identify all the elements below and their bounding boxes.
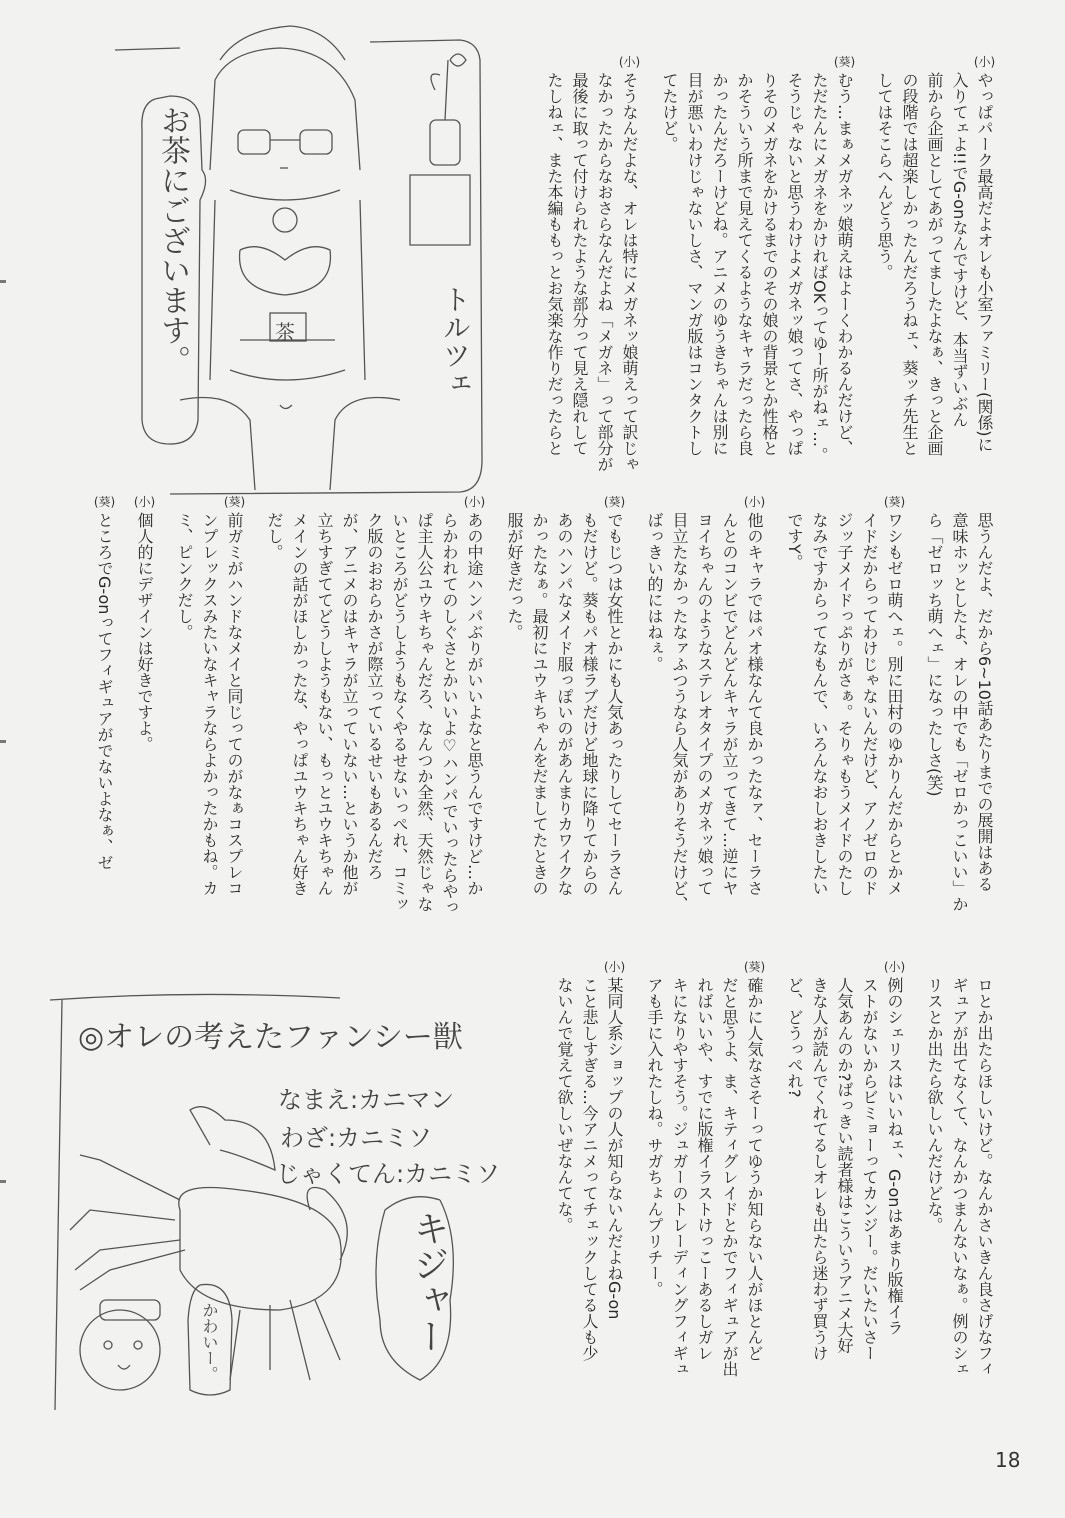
beast-skill-line: わざ:カニミソ — [280, 1124, 433, 1152]
text-column: こと悲しすぎる…今アニメってチェックしてる人も少 — [580, 977, 599, 1361]
text-column: 服が好きだった。 — [505, 512, 524, 640]
text-column: 個人的にデザインは好きですよ。 — [135, 512, 154, 752]
text-column: 目が悪いわけじゃないしさ、マンガ版はコンタクトし — [685, 72, 704, 456]
speaker-label: (葵) — [743, 960, 766, 974]
speaker-label: (葵) — [833, 55, 856, 69]
text-column: キになりやすそう。ジュガーのトレーディングフィギュ — [670, 977, 689, 1377]
text-column: ジッ子メイドっぷりがさぁ。そりゃもうメイドのたし — [835, 512, 854, 896]
text-column: が、アニメのはキャラが立っていない…というか他が — [340, 512, 359, 896]
text-column: だし。 — [265, 512, 284, 560]
text-column: 例のシェリスはいいねェ、G-onはあまり版権イラ — [885, 977, 904, 1336]
text-column: ぱ主人公ユウキちゃんだろ、なんつか全然、天然じゃな — [415, 512, 434, 912]
speech-bubble-text: かわいー。 — [200, 1302, 219, 1382]
beast-name-line: なまえ:カニマン — [278, 1086, 455, 1114]
text-column: だと思うよ、ま、キティグレイドとかでフィギュアが出 — [720, 977, 739, 1377]
dialogue-block — [132, 495, 157, 752]
text-column: ないんで覚えて欲しいぜなんてな。 — [555, 977, 574, 1233]
binding-mark — [0, 740, 6, 743]
sound-effect-text: トルツェ — [439, 285, 472, 397]
text-column: 前ガミがハンドなメイと同じってのがなぁコスプレコ — [225, 512, 244, 896]
fancy-beast-title: ◎オレの考えたファンシー獣 — [78, 1020, 463, 1055]
text-column: ど、どうっぺれ? — [785, 977, 804, 1098]
speaker-label: (小) — [743, 495, 766, 509]
text-column: 前から企画としてあがってましたよなぁ、きっと企画 — [925, 72, 944, 456]
text-column: もだけど。葵もパオ様ラブだけど地球に降りてからの — [580, 512, 599, 896]
text-column: 意味ホッとしたよ、オレの中でも「ゼロかっこいい」か — [950, 512, 969, 912]
dialogue-block — [502, 495, 627, 896]
text-column: ンプレックスみたいなキャラならよかったかもね。カ — [200, 512, 219, 896]
text-column: てたけど。 — [660, 72, 679, 152]
text-column: 入りてェよ!!でG-onなんですけど、本当ずいぶん — [950, 72, 969, 428]
speaker-label: (小) — [603, 960, 626, 974]
text-column: 他のキャラではパオ様なんて良かったなァ、セーラさ — [745, 512, 764, 896]
dialogue-block — [172, 495, 247, 896]
beast-weakness-line: じゃくてん:カニミソ — [276, 1160, 501, 1188]
text-column: なかったからなおさらなんだよね「メガネ」って部分が — [595, 72, 614, 472]
speaker-label: (小) — [973, 55, 996, 69]
text-column: ら「ゼロッち萌へェ」になったしさ(笑) — [925, 512, 944, 797]
text-column: むう…まぁメガネッ娘萌えはよーくわかるんだけど、 — [835, 72, 854, 456]
text-column: ストがないからビミョーってカンジー。だいたいさー — [860, 977, 879, 1361]
text-column: ギュアが出てなくて、なんかつまんないなぁ。例のシェ — [950, 977, 969, 1377]
text-column: たしねェ、また本編ももっとお気楽な作りだったらと — [545, 72, 564, 456]
dialogue-block — [782, 960, 907, 1361]
text-column: 思うんだよ、だから6~10話あたりまでの展開はある — [975, 512, 994, 892]
text-column: ワシもゼロ萌へェ。別に田村のゆかりんだからとかメ — [885, 512, 904, 896]
dialogue-block — [782, 495, 907, 896]
text-column: りそのメガネをかけるまでのその娘の背景とか性格と — [760, 72, 779, 456]
middle-text-section — [92, 495, 997, 915]
dialogue-block — [642, 495, 767, 912]
text-column: 最後に取って付けられたような部分って見え隠れして — [570, 72, 589, 456]
dialogue-block — [922, 495, 997, 912]
text-column: 某同人系ショップの人が知らないんだよねG-on — [605, 977, 624, 1320]
top-text-section — [542, 55, 997, 472]
binding-mark — [0, 280, 6, 283]
text-column: 人気あんのか?ばっきい読者様はこういうアニメ大好 — [835, 977, 854, 1354]
bottom-text-section — [552, 960, 997, 1377]
text-column: んとのコンビでどんどんキャラが立ってきて…逆にヤ — [720, 512, 739, 896]
text-column: らかわれてのしぐさとかいいよ♡ハンパでいったらやっ — [440, 512, 459, 915]
text-column: ミ、ピンクだし。 — [175, 512, 194, 640]
text-column: イドだからってわけじゃないんだけど、アノゼロのド — [860, 512, 879, 896]
text-column: きな人が読んでくれてるしオレも出たら迷わず買うけ — [810, 977, 829, 1361]
speaker-label: (葵) — [223, 495, 246, 509]
text-column: あのハンパなメイド服っぽいのがあんまりカワイクな — [555, 512, 574, 896]
speaker-label: (小) — [463, 495, 486, 509]
speaker-label: (葵) — [93, 495, 116, 509]
dialogue-block — [922, 960, 997, 1377]
text-column: ただたんにメガネをかければOKってゆー所がねェ…。 — [810, 72, 829, 464]
crab-illustration — [40, 940, 501, 1410]
speaker-label: (葵) — [883, 495, 906, 509]
dialogue-block — [872, 55, 997, 456]
text-column: メインの話がほしかったな、やっぱユウキちゃん好き — [290, 512, 309, 896]
text-column: ばっきい的にはねぇ。 — [645, 512, 664, 672]
dialogue-block — [657, 55, 857, 463]
text-column: なみですからってなもんで、いろんなおしおきしたい — [810, 512, 829, 896]
text-column: してはそこらへんどう思う。 — [875, 72, 894, 280]
text-column: やっぱパーク最高だよオレも小室ファミリー(関係)に — [975, 72, 994, 453]
text-column: そうなんだよな、オレは特にメガネッ娘萌えって訳じゃ — [620, 72, 639, 472]
text-column: でもじつは女性とかにも人気あったりしてセーラさん — [605, 512, 624, 896]
text-column: かったんだろーけどね。アニメのゆうきちゃんは別に — [710, 72, 729, 456]
speaker-label: (小) — [883, 960, 906, 974]
text-column: 目立たなかったなァふつうなら人気がありそうだけど、 — [670, 512, 689, 912]
text-column: そうじゃないと思うわけよメガネッ娘ってさ、やっぱ — [785, 72, 804, 456]
text-column: かったなぁ。最初にユウキちゃんをだましてたときの — [530, 512, 549, 896]
text-column: いところがどうしようもなくやるせないっぺれ、コミッ — [390, 512, 409, 912]
speaker-label: (葵) — [603, 495, 626, 509]
maid-illustration — [110, 20, 500, 500]
sound-effect-text: キジャー — [408, 1210, 449, 1354]
text-column: ヨイちゃんのようなステレオタイプのメガネッ娘って — [695, 512, 714, 896]
text-column: 立ちすぎててどうしようもない、もっとユウキちゃん — [315, 512, 334, 896]
binding-mark — [0, 1180, 6, 1183]
text-column: ク版のおおらかさが際立っているせいもあるんだろ — [365, 512, 384, 880]
dialogue-block — [552, 960, 627, 1361]
page-number: 18 — [995, 1448, 1021, 1472]
text-column: ですY。 — [785, 512, 804, 570]
text-column: ロとか出たらほしいけど。なんかさいきん良さげなフィ — [975, 977, 994, 1377]
dialogue-block — [92, 495, 117, 870]
text-column: 確かに人気なさそーってゆうか知らない人がほとんど — [745, 977, 764, 1361]
text-column: の段階では超楽しかったんだろうねェ、葵ッチ先生と — [900, 72, 919, 456]
tea-box-label: 茶 — [275, 320, 295, 344]
speaker-label: (小) — [618, 55, 641, 69]
text-column: ればいいや、すでに版権イラストけっこーあるしガレ — [695, 977, 714, 1361]
dialogue-block — [262, 495, 487, 915]
text-column: かそういう所まで見えてくるようなキャラだったら良 — [735, 72, 754, 456]
speaker-label: (小) — [133, 495, 156, 509]
text-column: アも手に入れたしね。サガちょんプリチー。 — [645, 977, 664, 1297]
speech-bubble-text: お茶にございます。 — [155, 105, 190, 375]
dialogue-block — [642, 960, 767, 1377]
text-column: あの中途ハンパぶりがいいよなと思うんですけど…か — [465, 512, 484, 896]
text-column: リスとか出たら欲しいんだけどな。 — [925, 977, 944, 1233]
text-column: ところでG-onってフィギュアがでないよなぁ、ゼ — [95, 512, 114, 871]
dialogue-block — [542, 55, 642, 472]
